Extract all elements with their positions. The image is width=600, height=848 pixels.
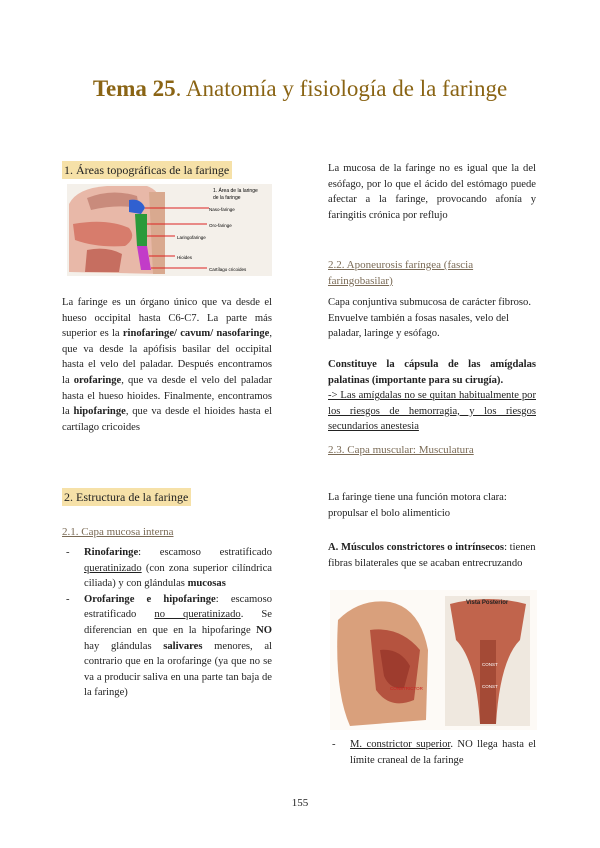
- svg-text:Naso-faringe: Naso-faringe: [209, 207, 235, 212]
- figure-label-posterior: Vista Posterior: [466, 600, 509, 606]
- topic-number: Tema 25: [92, 76, 176, 101]
- svg-text:Cartílago cricoides: Cartílago cricoides: [209, 267, 247, 272]
- paragraph-motor: La faringe tiene una función motora clara: propulsar el bolo alimenticio: [328, 492, 507, 519]
- page-title: [60, 72, 540, 105]
- paragraph-constrictors: A. Músculos constrictores o intrínsecos: tienen fibras bilaterales que se acaban entrecruzando: [328, 542, 536, 569]
- section-heading-1: 1. Áreas topográficas de la faringe: [62, 161, 232, 179]
- svg-text:CONST: CONST: [482, 662, 498, 667]
- section-heading-2: 2. Estructura de la faringe: [62, 488, 191, 506]
- muscle-list: [328, 737, 536, 768]
- section-2-heading-wrap: [62, 488, 272, 507]
- pharynx-sagittal-figure: [67, 184, 272, 276]
- subheading-mucosa: 2.1. Capa mucosa interna: [62, 526, 174, 538]
- svg-text:CONST: CONST: [482, 684, 498, 689]
- paragraph-pharynx-regions: La faringe es un órgano único que va desde el hueso occipital hasta C6-C7. La parte más superior es la rinofaringe/ cavum/ nasofaringe, que va desde la apófisis basilar del occipital hasta el velo del paladar. Después encontramos la orofaringe, que va desde el velo del paladar hasta el hueso hioides. Finalmente, encontramos la hipofaringe, que va desde el hioides hasta el cartílago cricoides: [62, 297, 273, 433]
- page-number: 155: [291, 797, 309, 809]
- list-item: - Orofaringe e hipofaringe: escamoso estratificado no queratinizado. Se diferencian en que en la hipofaringe NO hay glándulas salivares menores, al contrario que en la orofaringe (ya que no se va a producir saliva en una parte tan baja de la faringe): [66, 593, 273, 699]
- paragraph-tonsils: Constituye la cápsula de las amígdalas palatinas (importante para su cirugía). -> Las amígdalas no se quitan habitualmente por los riesgos de hemorragia, y los riesgos secundarios anestesia: [328, 359, 536, 433]
- mucosa-list: [62, 545, 272, 701]
- constrictor-muscles-figure: [330, 590, 537, 730]
- left-column: [62, 161, 272, 180]
- paragraph-reflux: La mucosa de la faringe no es igual que la del esófago, por lo que el ácido del estómago puede afectar a la faringe, provocando afonía y faringitis crónica por reflujo: [328, 163, 536, 221]
- topic-title: . Anatomía y fisiología de la faringe: [175, 76, 508, 101]
- svg-text:1. Área de la laringe: 1. Área de la laringe: [213, 188, 258, 194]
- paragraph-aponeurosis: Capa conjuntiva submucosa de carácter fibroso. Envuelve también a fosas nasales, velo del paladar, laringe y esófago.: [328, 297, 531, 340]
- svg-text:Laringofaringe: Laringofaringe: [177, 235, 206, 240]
- svg-text:CONSTRICTOR: CONSTRICTOR: [390, 686, 423, 691]
- list-item: - M. constrictor superior. NO llega hasta el límite craneal de la faringe: [332, 739, 536, 766]
- svg-text:Hioides: Hioides: [177, 255, 193, 260]
- svg-text:de la faringe: de la faringe: [213, 195, 241, 201]
- subheading-muscular: 2.3. Capa muscular: Musculatura: [328, 444, 474, 456]
- subheading-aponeurosis: 2.2. Aponeurosis faríngea (fascia faringobasilar): [328, 259, 474, 287]
- list-item: - Rinofaringe: escamoso estratificado queratinizado (con zona superior cilíndrica ciliada) y con glándulas mucosas: [66, 547, 272, 590]
- svg-text:Oro-faringe: Oro-faringe: [209, 223, 232, 228]
